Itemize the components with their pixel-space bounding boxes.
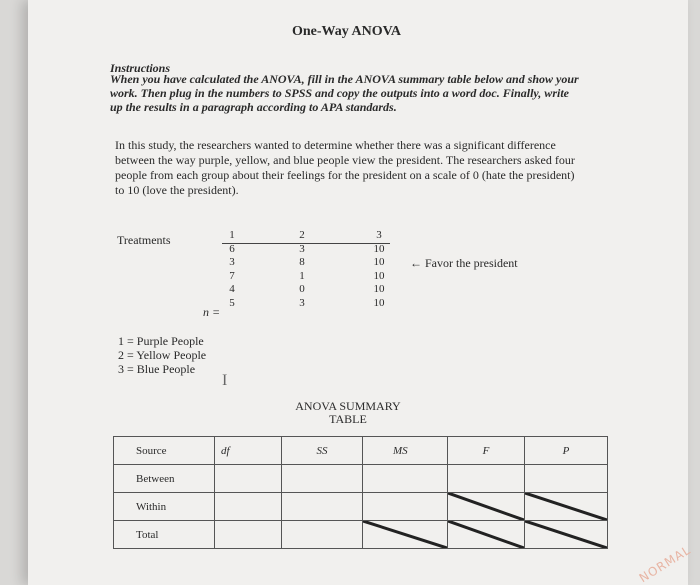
header-cell: F	[448, 437, 525, 465]
legend-item: 2 = Yellow People	[118, 348, 207, 362]
row-label-cell: Total	[114, 521, 215, 549]
treatment-column-1	[222, 229, 242, 310]
header-cell: Source	[114, 437, 215, 465]
row-label-cell: Between	[114, 465, 215, 493]
table-header-row	[114, 437, 608, 465]
col1-value: 4	[229, 283, 235, 295]
input-cell[interactable]	[215, 521, 282, 549]
input-cell[interactable]	[525, 465, 608, 493]
page-title: One-Way ANOVA	[292, 24, 402, 39]
table-row	[114, 493, 608, 521]
anova-summary-title	[288, 400, 408, 426]
legend-item: 3 = Blue People	[118, 362, 196, 376]
header-cell: df	[215, 437, 282, 465]
header-cell: P	[525, 437, 608, 465]
n-label: n =	[203, 305, 221, 319]
treatment-column-3	[368, 229, 390, 310]
treatment-column-2	[292, 229, 312, 310]
col1-value: 6	[229, 242, 235, 255]
crossed-out-cell	[525, 521, 608, 549]
col3-value: 10	[373, 256, 385, 268]
col3-value: 10	[373, 283, 385, 295]
col1-value: 7	[229, 269, 235, 282]
favor-annotation: ← Favor the president	[410, 256, 518, 270]
instructions-heading: Instructions	[110, 61, 171, 75]
input-cell[interactable]	[215, 493, 282, 521]
col2-value: 0	[299, 283, 305, 295]
table-row	[114, 521, 608, 549]
col3-n-value: 10	[373, 296, 385, 309]
anova-summary-table	[113, 436, 608, 549]
watermark: NORMAL	[636, 542, 694, 585]
col2-n-value: 3	[299, 296, 305, 309]
table-row	[114, 465, 608, 493]
legend-item: 1 = Purple People	[118, 334, 204, 348]
treatments-label: Treatments	[117, 233, 171, 247]
diagonal-strike	[525, 493, 607, 520]
col1-header: 1	[229, 229, 235, 241]
crossed-out-cell	[363, 521, 448, 549]
col2-value: 1	[299, 269, 305, 282]
study-description: In this study, the researchers wanted to determine whether there was a significant difference between the way purple, yellow, and blue people view the president. The researchers asked four people from each group about their feelings for the president on a scale of 0 (hate the president) to 10 (love the president).	[115, 138, 575, 197]
crossed-out-cell	[448, 493, 525, 521]
col2-header: 2	[299, 229, 305, 241]
col3-header: 3	[376, 229, 382, 241]
col1-n-value: 5	[229, 296, 235, 309]
input-cell[interactable]	[282, 521, 363, 549]
col3-value: 10	[373, 242, 385, 255]
text-cursor-icon: I	[222, 372, 228, 389]
col1-value: 3	[229, 256, 235, 268]
diagonal-strike	[448, 521, 524, 548]
group-legend	[118, 334, 206, 376]
anova-title-line: ANOVA SUMMARY	[295, 399, 401, 413]
col2-value: 3	[299, 242, 305, 255]
header-cell: MS	[363, 437, 448, 465]
instructions-body: When you have calculated the ANOVA, fill in the ANOVA summary table below and show your work. Then plug in the numbers to SPSS and copy the outputs into a word doc. Finally, write up the results in a paragraph according to APA standards.	[110, 72, 579, 114]
input-cell[interactable]	[282, 493, 363, 521]
anova-title-line: TABLE	[329, 412, 367, 426]
header-cell: SS	[282, 437, 363, 465]
input-cell[interactable]	[363, 493, 448, 521]
diagonal-strike	[525, 521, 607, 548]
input-cell[interactable]	[363, 465, 448, 493]
crossed-out-cell	[525, 493, 608, 521]
diagonal-strike	[363, 521, 447, 548]
input-cell[interactable]	[215, 465, 282, 493]
diagonal-strike	[448, 493, 524, 520]
crossed-out-cell	[448, 521, 525, 549]
row-label-cell: Within	[114, 493, 215, 521]
input-cell[interactable]	[282, 465, 363, 493]
col2-value: 8	[299, 256, 305, 268]
input-cell[interactable]	[448, 465, 525, 493]
col3-value: 10	[373, 269, 385, 282]
